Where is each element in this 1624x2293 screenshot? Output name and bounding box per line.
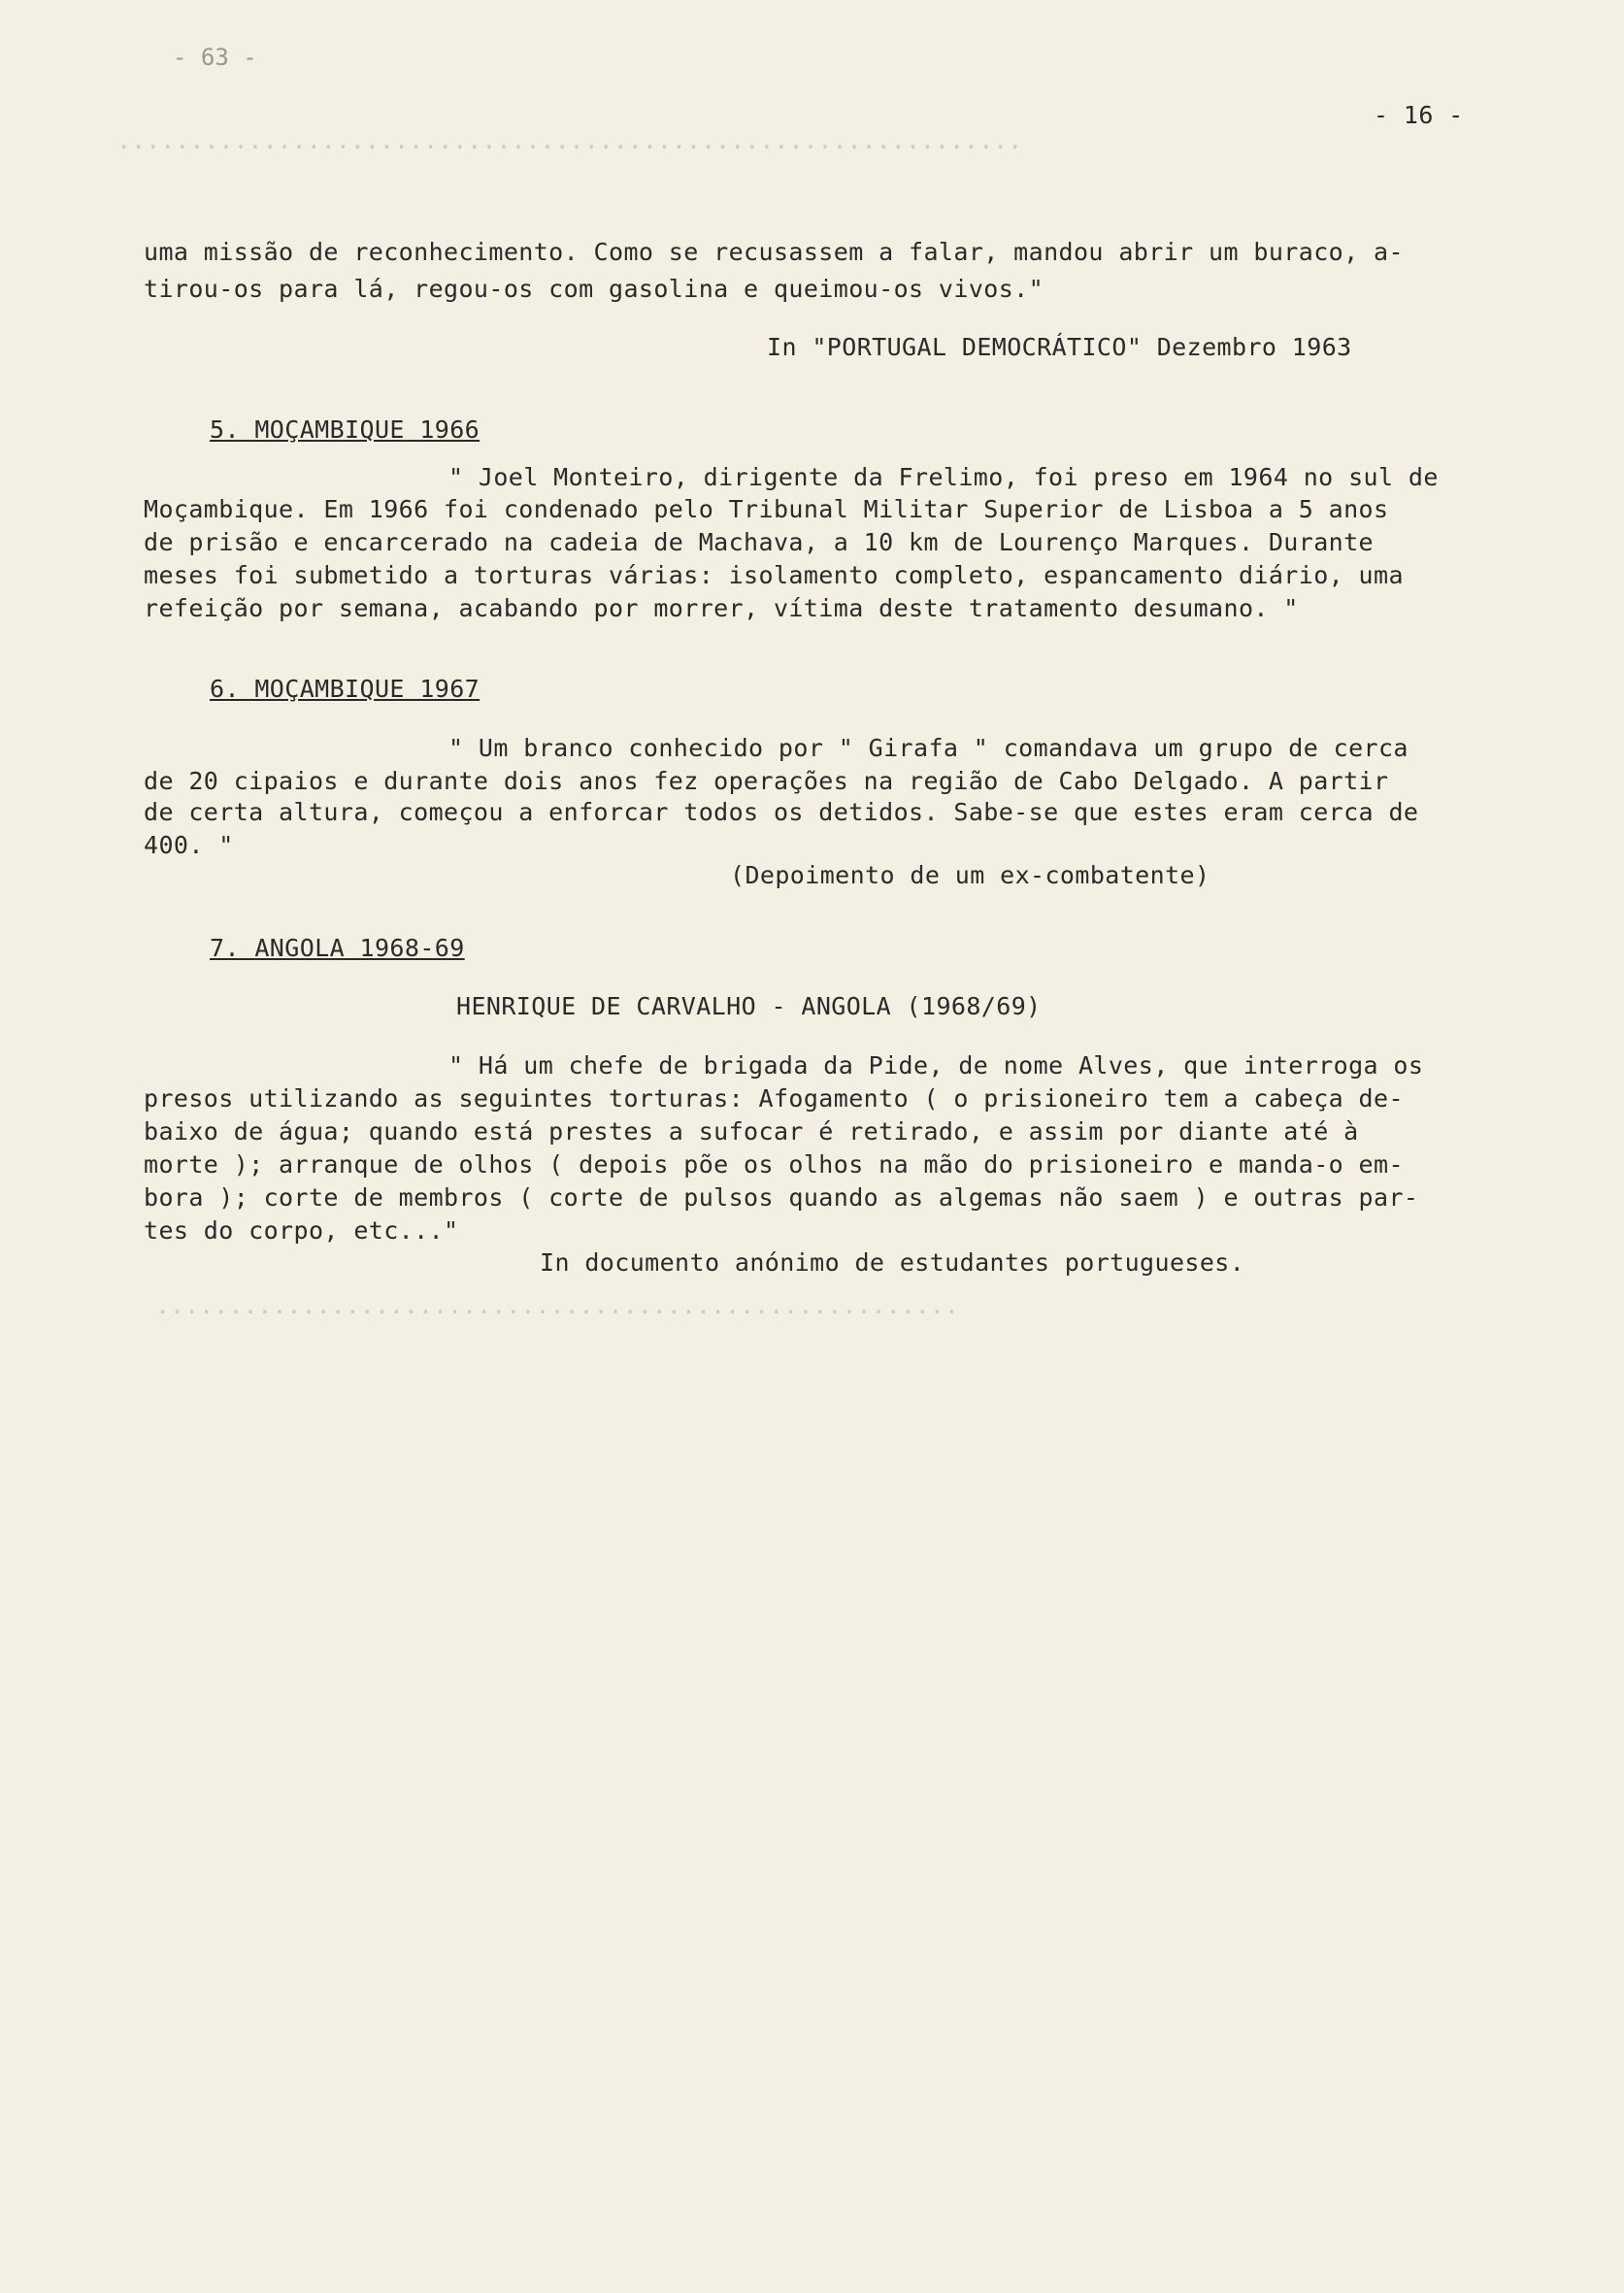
intro-line-2: tirou-os para lá, regou-os com gasolina e queimou-os vivos.": [144, 275, 1044, 303]
section-6-line: de 20 cipaios e durante dois anos fez operações na região de Cabo Delgado. A partir: [144, 767, 1389, 795]
section-7-source: In documento anónimo de estudantes portugueses.: [540, 1248, 1245, 1277]
show-through-text: ..............................................................: [116, 126, 1023, 154]
section-7-line: baixo de água; quando está prestes a sufocar é retirado, e assim por diante até à: [144, 1117, 1359, 1146]
intro-line-1: uma missão de reconhecimento. Como se recusassem a falar, mandou abrir um buraco, a-: [144, 238, 1404, 266]
section-heading-6: 6. MOÇAMBIQUE 1967: [210, 675, 481, 703]
section-7-line: morte ); arranque de olhos ( depois põe os olhos na mão do prisioneiro e manda-o em-: [144, 1150, 1404, 1179]
section-6-line: 400. ": [144, 831, 234, 859]
intro-source: In "PORTUGAL DEMOCRÁTICO" Dezembro 1963: [767, 333, 1352, 361]
section-5-line: " Joel Monteiro, dirigente da Frelimo, foi preso em 1964 no sul de: [448, 463, 1439, 491]
corner-mark: - 63 -: [173, 44, 257, 71]
section-5-line: Moçambique. Em 1966 foi condenado pelo Tribunal Militar Superior de Lisboa a 5 anos: [144, 495, 1389, 523]
section-5-line: de prisão e encarcerado na cadeia de Machava, a 10 km de Lourenço Marques. Durante: [144, 528, 1375, 556]
section-6-line: " Um branco conhecido por " Girafa " comandava um grupo de cerca: [448, 734, 1409, 762]
section-heading-5: 5. MOÇAMBIQUE 1966: [210, 415, 481, 444]
section-6-source: (Depoimento de um ex-combatente): [730, 861, 1210, 889]
section-7-line: presos utilizando as seguintes torturas: Afogamento ( o prisioneiro tem a cabeça de-: [144, 1084, 1404, 1113]
section-7-line: " Há um chefe de brigada da Pide, de nome Alves, que interroga os: [448, 1051, 1424, 1080]
section-6-line: de certa altura, começou a enforcar todos os detidos. Sabe-se que estes eram cerca de: [144, 798, 1419, 826]
section-7-subheading: HENRIQUE DE CARVALHO - ANGOLA (1968/69): [456, 992, 1042, 1020]
page-number: - 16 -: [1374, 101, 1464, 129]
section-7-line: bora ); corte de membros ( corte de pulsos quando as algemas não saem ) e outras par-: [144, 1183, 1419, 1212]
section-heading-7: 7. ANGOLA 1968-69: [210, 934, 465, 962]
section-5-line: refeição por semana, acabando por morrer, vítima deste tratamento desumano. ": [144, 594, 1299, 622]
show-through-text: .......................................................: [155, 1291, 959, 1319]
section-5-line: meses foi submetido a torturas várias: isolamento completo, espancamento diário, uma: [144, 561, 1404, 589]
section-7-line: tes do corpo, etc...": [144, 1216, 459, 1245]
